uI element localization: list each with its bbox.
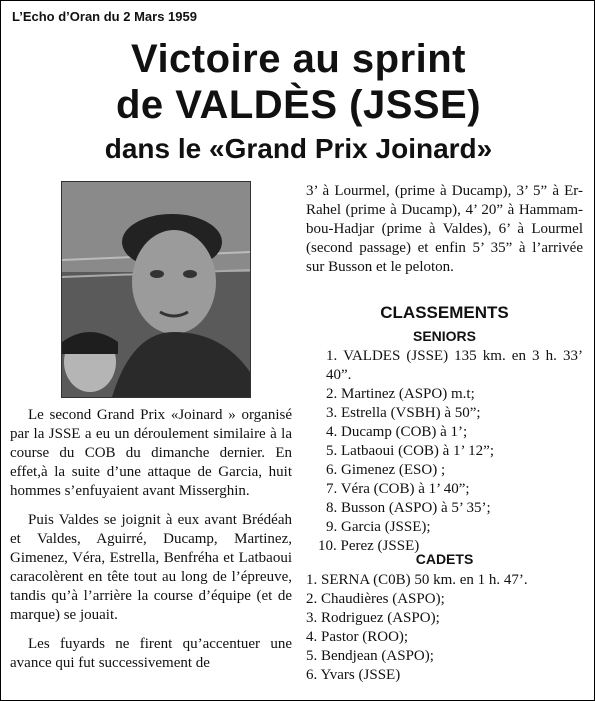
list-item: 8. Busson (ASPO) à 5’ 35’; xyxy=(326,500,491,516)
article-paragraph-2: Puis Valdes se joignit à eux avant Brédéah et Valdes, Aguirré, Ducamp, Martinez, Gimenez, Véra, Estrella, Benfréha et Latbaoui caracolèrent en tête tout au long de l’épreuve, tandis qu’à l’arrière la course d’équipe (et de marque) se jouait. xyxy=(10,512,292,623)
list-item: 10. Perez (JSSE) xyxy=(318,538,420,554)
cyclist-photo xyxy=(61,181,251,398)
article-paragraph-continued: 3’ à Lourmel, (prime à Ducamp), 3’ 5” à Er-Rahel (prime à Ducamp), 4’ 20” à Hammam-bou-Hadjar (prime à Valdes), 6’ à Lourmel (second passage) et enfin 5’ 35” à l’arrivée sur Busson et le peloton. xyxy=(306,183,583,275)
list-item: 3. Estrella (VSBH) à 50”; xyxy=(326,405,481,421)
list-item: 9. Garcia (JSSE); xyxy=(326,519,431,535)
cadets-title: CADETS xyxy=(415,551,474,567)
seniors-title: SENIORS xyxy=(412,328,476,344)
article-column-right xyxy=(306,182,583,277)
list-item: 5. Latbaoui (COB) à 1’ 12”; xyxy=(326,443,495,459)
list-item: 4. Ducamp (COB) à 1’; xyxy=(326,424,468,440)
list-item: 4. Pastor (ROO); xyxy=(306,629,409,645)
list-item: 7. Véra (COB) à 1’ 40”; xyxy=(326,481,470,497)
source-line: L’Echo d’Oran du 2 Mars 1959 xyxy=(12,9,197,24)
list-item: 2. Chaudières (ASPO); xyxy=(306,591,445,607)
article-paragraph-3: Les fuyards ne firent qu’accentuer une avance qui fut successivement de xyxy=(10,636,292,671)
article-paragraph-1: Le second Grand Prix «Joinard » organisé par la JSSE a eu un déroulement similaire à la course du COB du dimanche dernier. En effet,à la suite d’une attaque de Garcia, huit hommes s’enfuyaient avant Misserghin. xyxy=(10,407,292,499)
list-item: 1. VALDES (JSSE) 135 km. en 3 h. 33’ 40”. xyxy=(326,348,583,383)
list-item: 6. Gimenez (ESO) ; xyxy=(326,462,446,478)
headline-line-3: dans le «Grand Prix Joinard» xyxy=(104,133,493,164)
cadets-list xyxy=(306,571,583,685)
list-item: 1. SERNA (C0B) 50 km. en 1 h. 47’. xyxy=(306,572,528,588)
list-item: 2. Martinez (ASPO) m.t; xyxy=(326,386,475,402)
list-item: 6. Yvars (JSSE) xyxy=(306,667,401,683)
seniors-list xyxy=(306,347,583,556)
headline-line-2: de VALDÈS (JSSE) xyxy=(115,83,482,127)
cyclist-portrait-image xyxy=(62,182,250,397)
list-item: 3. Rodriguez (ASPO); xyxy=(306,610,440,626)
list-item: 5. Bendjean (ASPO); xyxy=(306,648,434,664)
article-column-left xyxy=(10,406,292,683)
classements-title: CLASSEMENTS xyxy=(380,303,509,322)
headline-line-1: Victoire au sprint xyxy=(130,37,466,81)
